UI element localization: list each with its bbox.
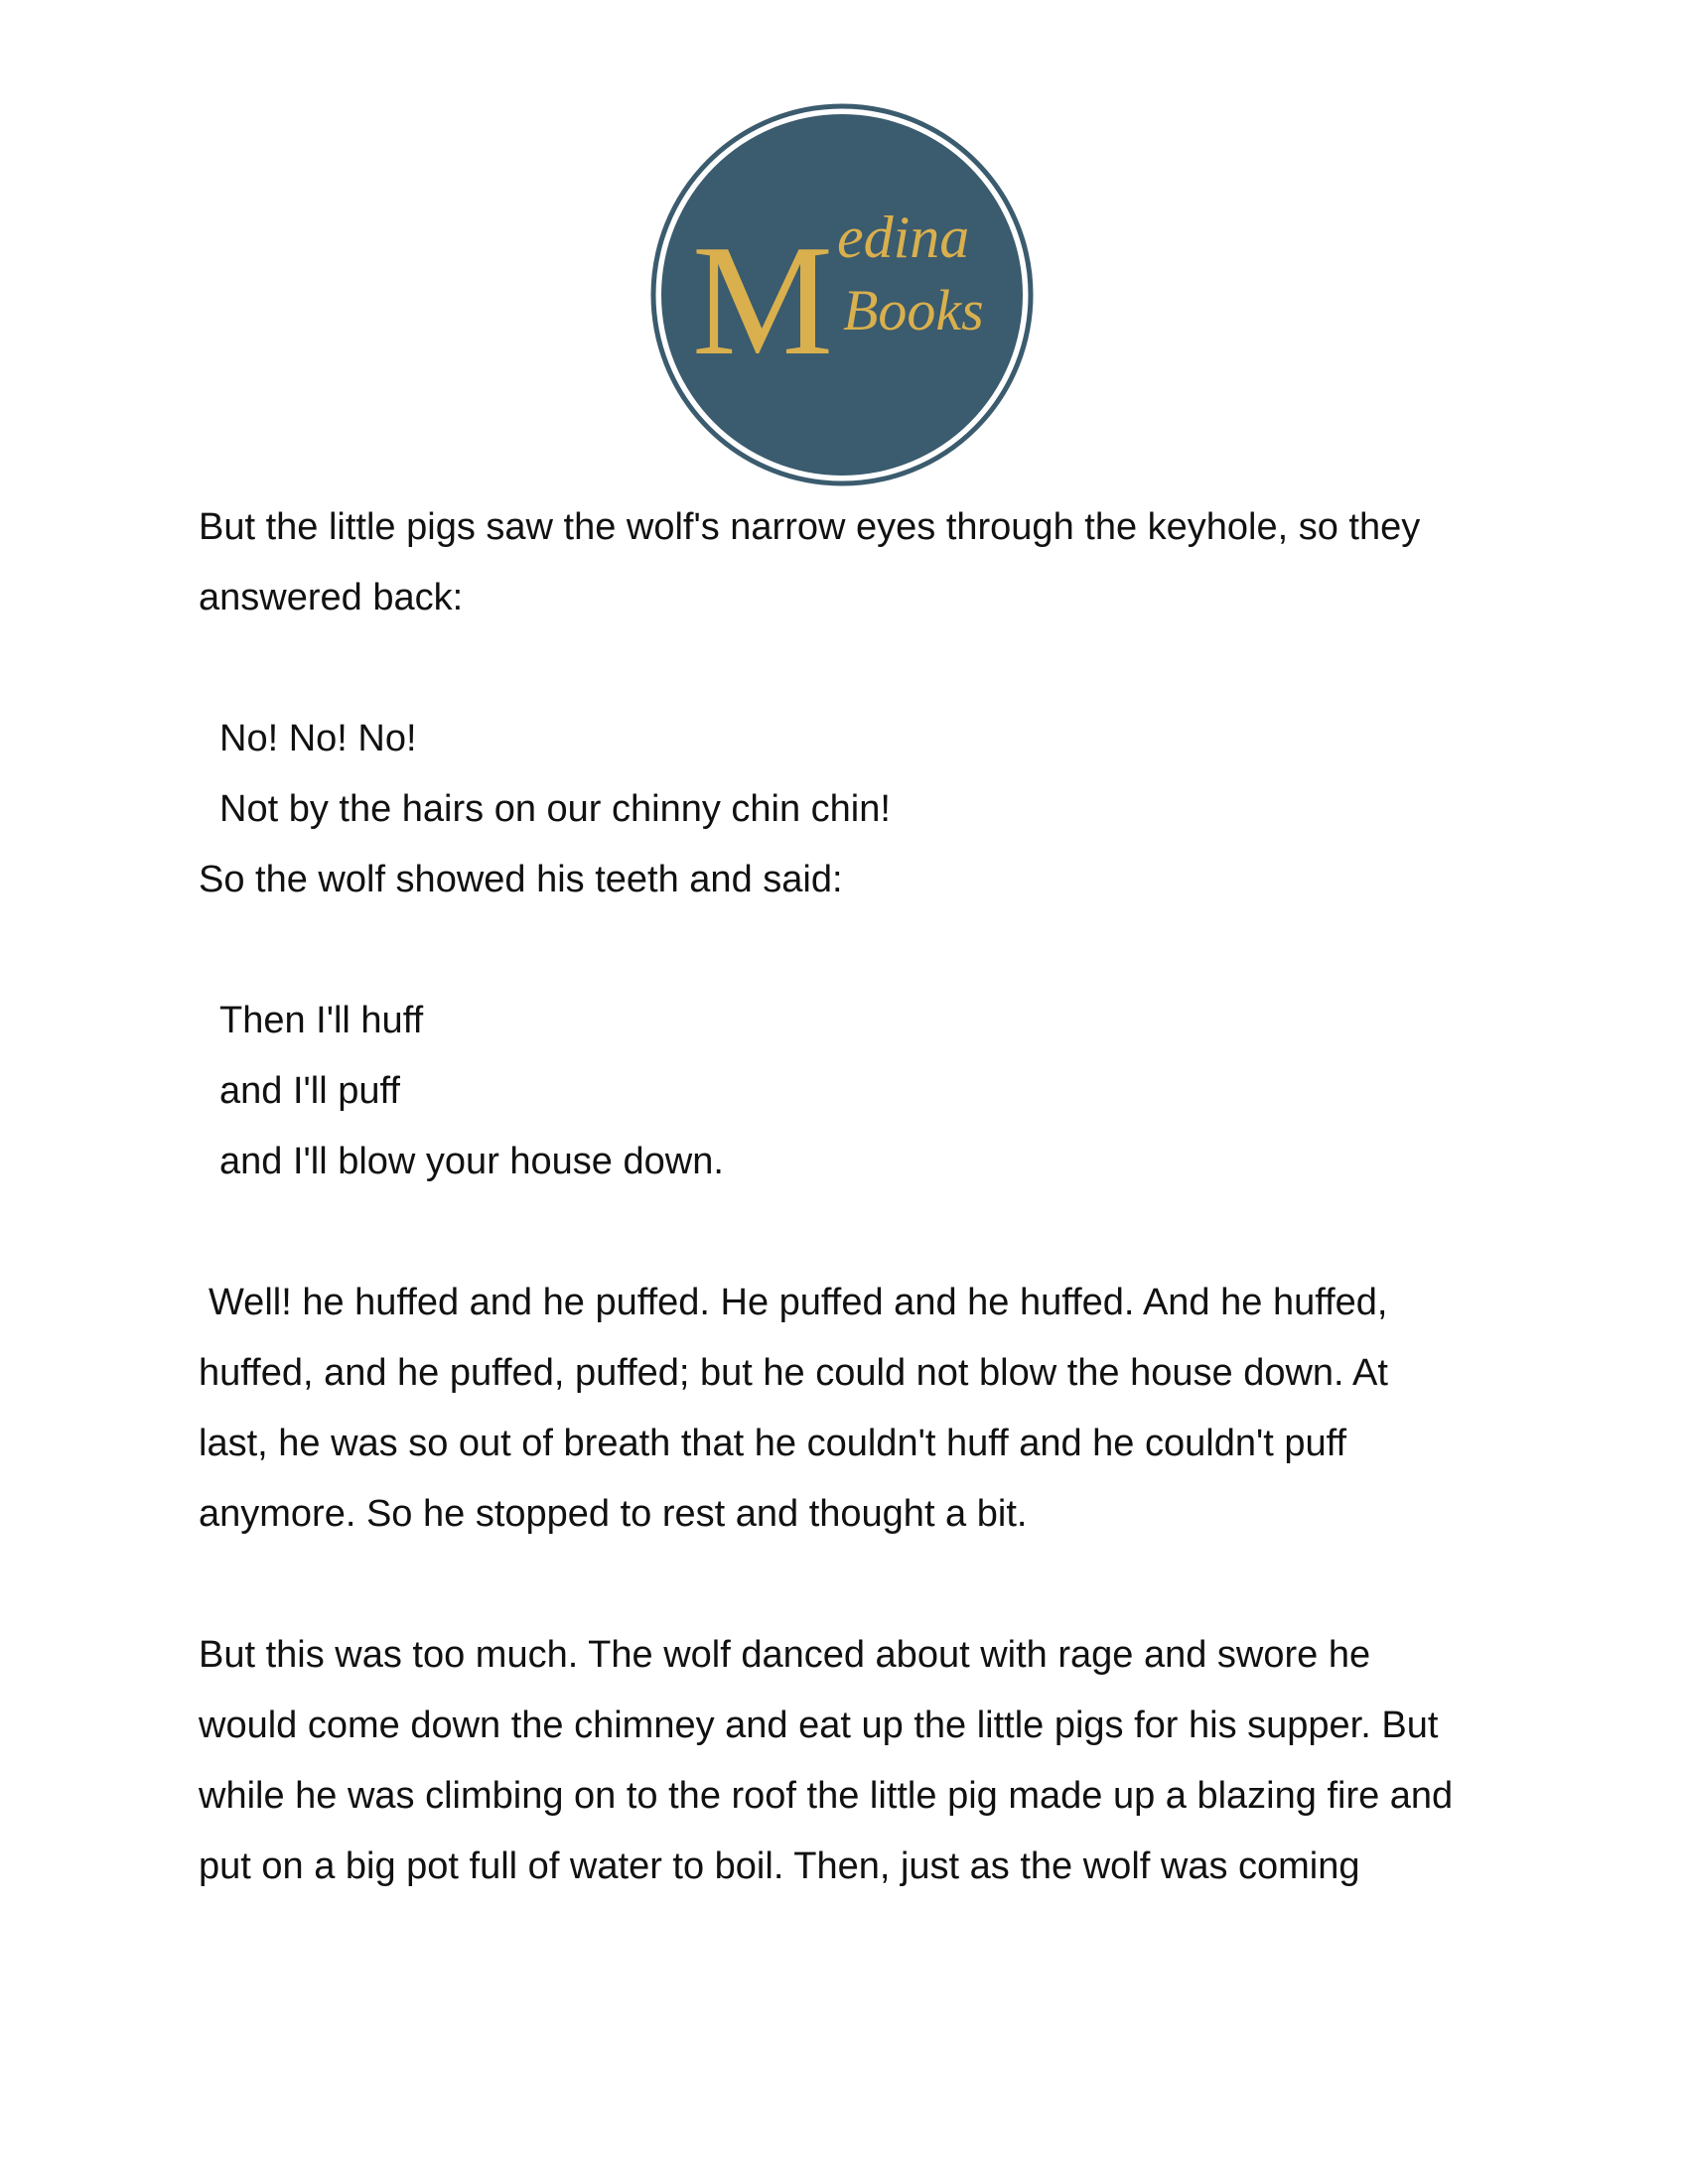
- verse-line: Not by the hairs on our chinny chin chin!: [219, 788, 891, 830]
- logo-word-books: Books: [843, 278, 984, 342]
- blank-line: [199, 1197, 1499, 1268]
- logo-word-edina: edina: [837, 205, 970, 270]
- verse-line: Then I'll huff: [219, 1000, 424, 1041]
- story-text: [199, 492, 1499, 1902]
- verse-line: and I'll blow your house down.: [219, 1141, 724, 1182]
- paragraph-line: But the little pigs saw the wolf's narrow eyes through the keyhole, so they: [199, 506, 1421, 548]
- paragraph-line: So the wolf showed his teeth and said:: [199, 859, 843, 900]
- blank-line: [199, 633, 1499, 704]
- paragraph-line: anymore. So he stopped to rest and thought a bit.: [199, 1493, 1028, 1535]
- verse-line: and I'll puff: [219, 1070, 400, 1112]
- paragraph-line: would come down the chimney and eat up the little pigs for his supper. But: [199, 1705, 1439, 1746]
- paragraph-line: while he was climbing on to the roof the little pig made up a blazing fire and: [199, 1775, 1454, 1817]
- medina-books-logo: [650, 103, 1034, 486]
- logo-seal: [650, 103, 1034, 486]
- paragraph-line: But this was too much. The wolf danced about with rage and swore he: [199, 1634, 1371, 1676]
- paragraph-line: answered back:: [199, 577, 464, 618]
- blank-line: [199, 915, 1499, 986]
- logo-letter-m: M: [691, 211, 834, 388]
- paragraph-line: huffed, and he puffed, puffed; but he could not blow the house down. At: [199, 1352, 1388, 1394]
- paragraph-line: last, he was so out of breath that he couldn't huff and he couldn't puff: [199, 1423, 1347, 1464]
- paragraph-line: Well! he huffed and he puffed. He puffed and he huffed. And he huffed,: [209, 1282, 1388, 1323]
- paragraph-line: put on a big pot full of water to boil. Then, just as the wolf was coming: [199, 1845, 1360, 1887]
- verse-line: No! No! No!: [219, 718, 417, 759]
- blank-line: [199, 1550, 1499, 1620]
